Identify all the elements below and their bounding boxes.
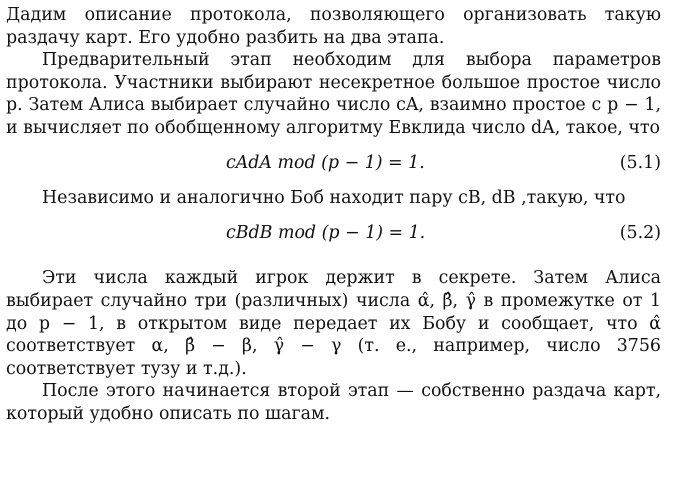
equation-5-2-number: (5.2) [619,222,661,243]
equation-5-2-formula: cBdB mod (p − 1) = 1. [226,222,426,243]
equation-5-1 [6,152,661,175]
equation-5-1-formula: cAdA mod (p − 1) = 1. [226,152,425,173]
paragraph-preliminary-stage: Предварительный этап необходим для выбора параметров протокола. Участники выбирают несекретное большое простое число p. Затем Алиса выбирает случайно число cA, взаимно простое с p − 1, и вычисляет по обобщенному алгоритму Евклида число dA, такое, что [6,50,661,138]
equation-5-1-number: (5.1) [619,152,661,173]
paragraph-second-stage: После этого начинается второй этап — собственно раздача карт, который удобно описать по шагам. [6,381,661,424]
paragraph-intro: Дадим описание протокола, позволяющего организовать такую раздачу карт. Его удобно разбить на два этапа. [6,5,661,48]
vertical-spacer [6,257,661,267]
equation-5-2 [6,222,661,245]
paragraph-secret-numbers: Эти числа каждый игрок держит в секрете. Затем Алиса выбирает случайно три (различных) числа α̂, β̂, γ̂ в промежутке от 1 до p − 1, в открытом виде передает их Бобу и сообщает, что α̂ соответствует α, β̂ − β, γ̂ − γ (т. е., например, число 3756 соответствует тузу и т.д.). [6,268,661,379]
paragraph-bob-pair: Независимо и аналогично Боб находит пару cB, dB ,такую, что [42,188,626,209]
